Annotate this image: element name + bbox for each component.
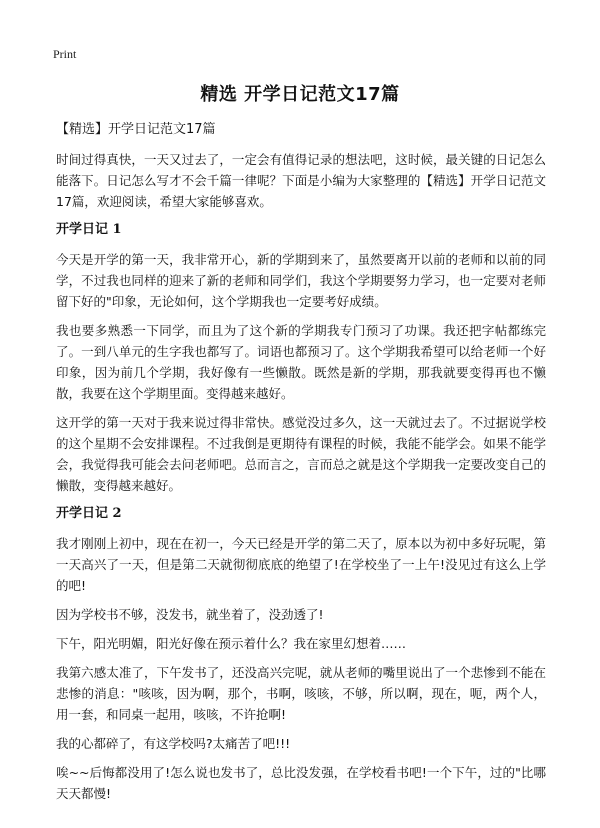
print-label: Print [53, 47, 77, 61]
document-body [56, 120, 546, 812]
section-paragraph: 今天是开学的第一天，我非常开心，新的学期到来了，虽然要离开以前的老师和以前的同学，不过我也同样的迎来了新的老师和同学们，我这个学期要努力学习，也一定要对老师留下好的"印象，无论如何，这个学期我也一定要考好成绩。 [56, 252, 546, 309]
section-paragraph: 唉~~后悔都没用了!怎么说也发书了，总比没发强，在学校看书吧!一个下午，过的"比哪天天都慢! [56, 765, 546, 801]
section-paragraph: 我也要多熟悉一下同学，而且为了这个新的学期我专门预习了功课。我还把字帖都练完了。一到八单元的生字我也都写了。词语也都预习了。这个学期我希望可以给老师一个好印象，因为前几个学期，我好像有一些懒散。既然是新的学期，那我就要变得再也不懒散，我要在这个学期里面。变得越来越好。 [56, 323, 546, 401]
section-paragraph: 我第六感太准了，下午发书了，还没高兴完呢，就从老师的嘴里说出了一个悲惨到不能在悲惨的消息："咳咳，因为啊，那个，书啊，咳咳，不够，所以啊，现在，呃，两个人，用一套，和同桌一起用，咳咳，不许抢啊! [56, 665, 546, 722]
section-heading: 开学日记 2 [56, 506, 122, 521]
section-heading: 开学日记 1 [56, 222, 122, 237]
section-paragraph: 下午，阳光明媚，阳光好像在预示着什么？我在家里幻想着…… [56, 636, 407, 651]
diary-section-1 [56, 220, 546, 496]
section-paragraph: 我才刚刚上初中，现在在初一，今天已经是开学的第二天了，原本以为初中多好玩呢，第一天高兴了一天，但是第二天就彻彻底底的绝望了!在学校坐了一上午!没见过有这么上学的吧! [56, 536, 546, 593]
section-paragraph: 这开学的第一天对于我来说过得非常快。感觉没过多久，这一天就过去了。不过据说学校的这个星期不会安排课程。不过我倒是更期待有课程的时候，我能不能学会。如果不能学会，我觉得我可能会去问老师吧。总而言之，言而总之就是这个学期我一定要改变自己的懒散，变得越来越好。 [56, 415, 546, 493]
section-paragraph: 我的心都碎了，有这学校吗?太痛苦了吧!!! [56, 736, 291, 751]
intro-paragraph: 时间过得真快，一天又过去了，一定会有值得记录的想法吧，这时候，最关键的日记怎么能落下。日记怎么写才不会千篇一律呢？下面是小编为大家整理的【精选】开学日记范文17篇，欢迎阅读，希望大家能够喜欢。 [56, 152, 546, 209]
diary-section-2 [56, 504, 546, 804]
page-title: 精选 开学日记范文17篇 [200, 84, 400, 105]
document-subtitle: 【精选】开学日记范文17篇 [56, 122, 216, 137]
section-paragraph: 因为学校书不够，没发书，就坐着了，没劲透了! [56, 607, 324, 622]
